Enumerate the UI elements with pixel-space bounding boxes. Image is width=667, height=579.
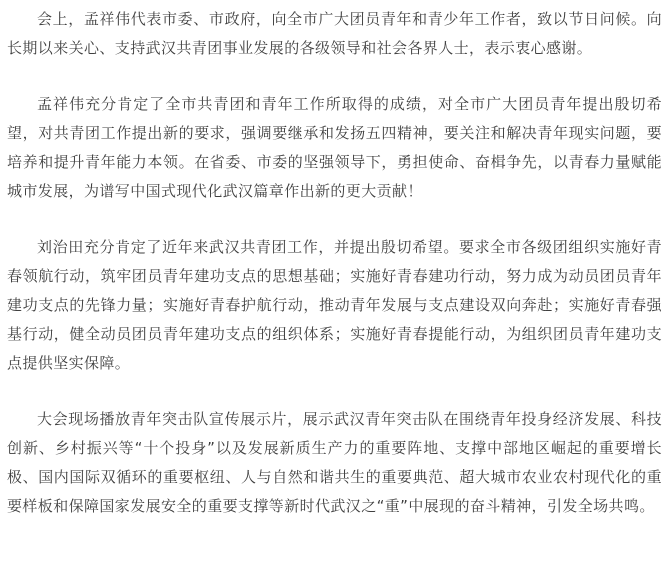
- article-body: [7, 5, 662, 521]
- paragraph-liuzhitian-remarks: 刘治田充分肯定了近年来武汉共青团工作，并提出殷切希望。要求全市各级团组织实施好青春领航行动，筑牢团员青年建功支点的思想基础；实施好青春建功行动，努力成为动员团员青年建功支点的先锋力量；实施好青春护航行动，推动青年发展与支点建设双向奔赴；实施好青春强基行动，健全动员团员青年建功支点的组织体系；实施好青春提能行动，为组织团员青年建功支点提供坚实保障。: [7, 238, 662, 372]
- paragraph-youth-commando-video: 大会现场播放青年突击队宣传展示片，展示武汉青年突击队在围绕青年投身经济发展、科技创新、乡村振兴等“十个投身”以及发展新质生产力的重要阵地、支撑中部地区崛起的重要增长极、国内国际双循环的重要枢纽、人与自然和谐共生的重要典范、超大城市农业农村现代化的重要样板和保障国家发展安全的重要支撑等新时代武汉之“重”中展现的奋斗精神，引发全场共鸣。: [7, 410, 662, 515]
- paragraph-mengxiangwei-remarks: 孟祥伟充分肯定了全市共青团和青年工作所取得的成绩，对全市广大团员青年提出殷切希望，对共青团工作提出新的要求，强调要继承和发扬五四精神，要关注和解决青年现实问题，要培养和提升青年能力本领。在省委、市委的坚强领导下，勇担使命、奋楫争先，以青春力量赋能城市发展，为谱写中国式现代化武汉篇章作出新的更大贡献！: [7, 95, 662, 200]
- paragraph-greetings: 会上，孟祥伟代表市委、市政府，向全市广大团员青年和青少年工作者，致以节日问候。向长期以来关心、支持武汉共青团事业发展的各级领导和社会各界人士，表示衷心感谢。: [7, 10, 662, 57]
